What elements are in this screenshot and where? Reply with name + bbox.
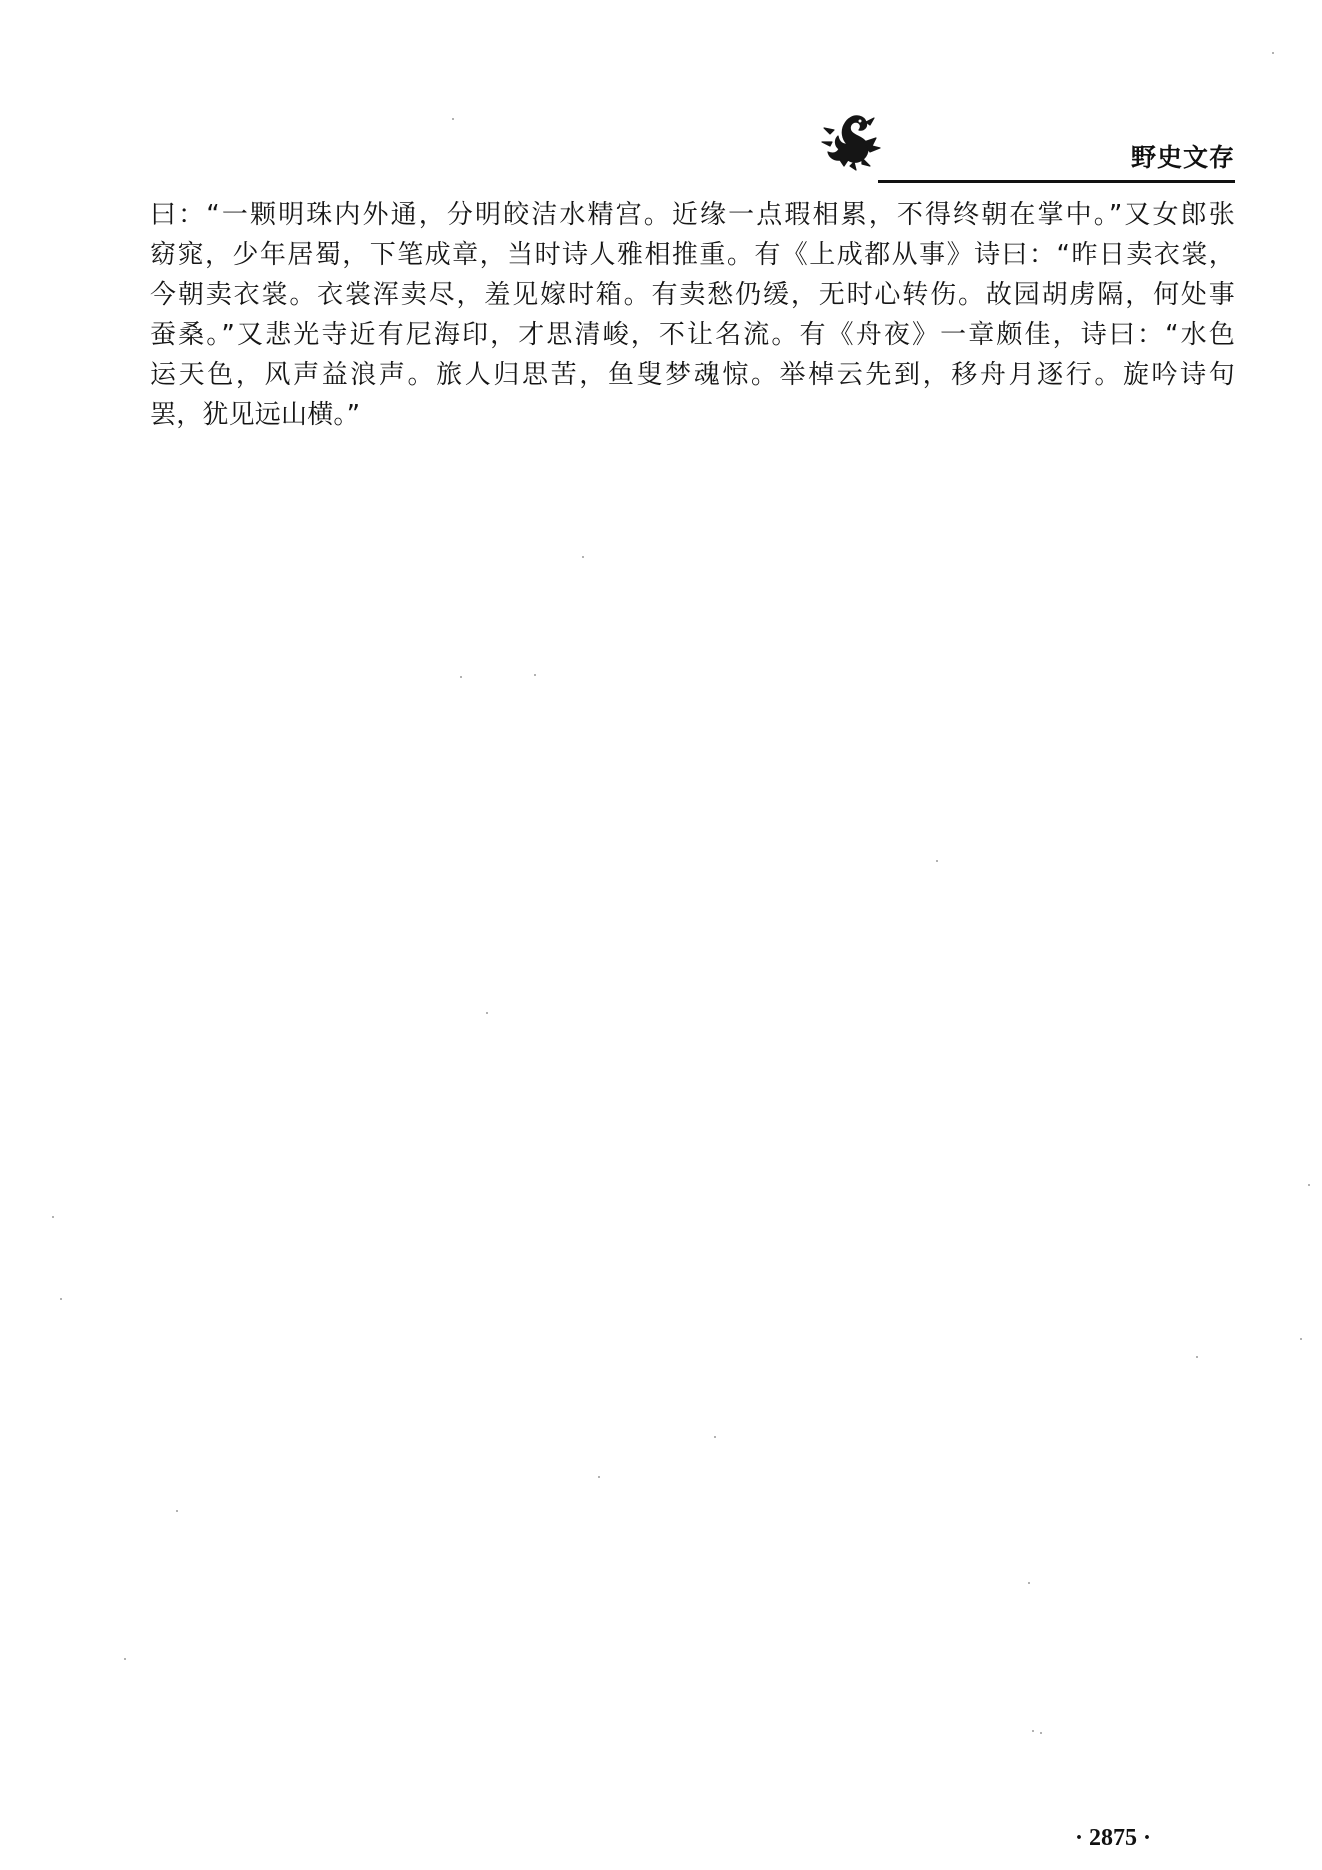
scan-speck — [1028, 1582, 1030, 1584]
header-rule — [878, 180, 1235, 183]
scan-speck — [1040, 1732, 1042, 1734]
scan-speck — [1196, 1356, 1198, 1358]
body-paragraph — [150, 195, 1235, 435]
text-line: 蚕桑。”又悲光寺近有尼海印，才思清峻，不让名流。有《舟夜》一章颇佳，诗曰：“水色 — [150, 320, 1235, 350]
text-line: 窈窕，少年居蜀，下笔成章，当时诗人雅相推重。有《上成都从事》诗曰：“昨日卖衣裳， — [150, 240, 1235, 270]
dragon-emblem-icon — [820, 112, 886, 172]
page-number: · 2875 · — [1075, 1825, 1152, 1851]
running-header-title: 野史文存 — [1130, 143, 1235, 172]
scan-speck — [534, 674, 536, 676]
scan-speck — [176, 1510, 178, 1512]
scan-speck — [936, 860, 938, 862]
scan-speck — [582, 556, 584, 558]
scan-speck — [1032, 1730, 1034, 1732]
scan-speck — [1300, 1338, 1302, 1340]
text-line: 今朝卖衣裳。衣裳浑卖尽，羞见嫁时箱。有卖愁仍缓，无时心转伤。故园胡虏隔，何处事 — [150, 280, 1235, 310]
text-line: 曰：“一颗明珠内外通，分明皎洁水精宫。近缘一点瑕相累，不得终朝在掌中。”又女郎张 — [150, 200, 1235, 230]
scan-speck — [124, 1658, 126, 1660]
scan-speck — [1308, 1184, 1310, 1186]
scan-speck — [60, 1298, 62, 1300]
scan-speck — [486, 1012, 488, 1014]
scan-speck — [598, 1476, 600, 1478]
scan-speck — [714, 1436, 716, 1438]
scan-speck — [452, 118, 454, 120]
scan-speck — [1272, 52, 1274, 54]
scan-speck — [52, 1216, 54, 1218]
scan-speck — [460, 676, 462, 678]
text-line: 运天色，风声益浪声。旅人归思苦，鱼叟梦魂惊。举棹云先到，移舟月逐行。旋吟诗句 — [150, 360, 1235, 390]
running-header — [820, 112, 1235, 186]
text-line: 罢，犹见远山横。” — [150, 400, 361, 430]
